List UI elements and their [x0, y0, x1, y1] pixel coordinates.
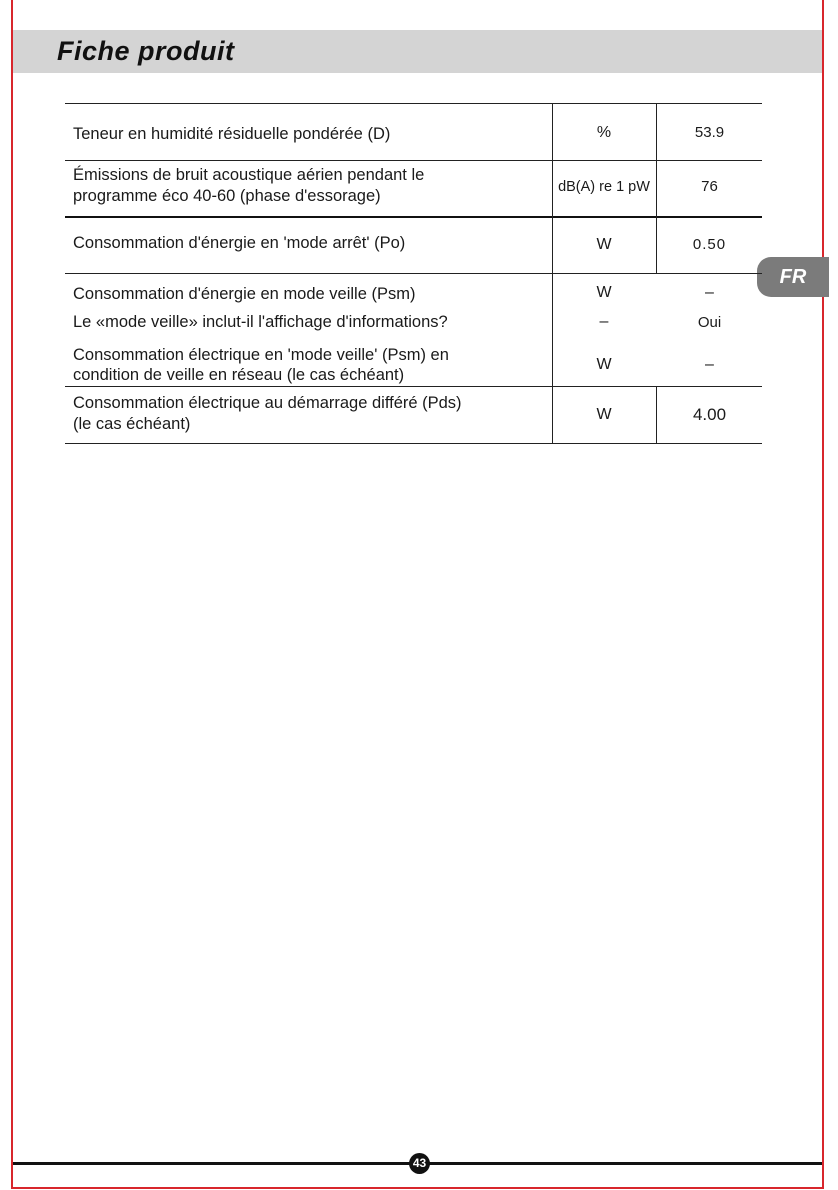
row-label-network-standby-line2: condition de veille en réseau (le cas échéant): [73, 366, 405, 384]
row-unit: dB(A) re 1 pW: [558, 179, 650, 195]
row-label-off-mode: Consommation d'énergie en 'mode arrêt' (Po): [73, 234, 406, 252]
row-unit: W: [596, 236, 612, 253]
table-rule: [65, 273, 762, 274]
row-label-delay-start-line2: (le cas échéant): [73, 415, 191, 433]
table-rule: [65, 103, 762, 104]
row-value: –: [705, 284, 714, 301]
row-value: 53.9: [694, 124, 725, 141]
row-unit: W: [596, 356, 612, 373]
row-label-standby: Consommation d'énergie en mode veille (Psm): [73, 285, 416, 303]
table-rule: [65, 443, 762, 444]
row-label-standby-display: Le «mode veille» inclut-il l'affichage d'informations?: [73, 313, 448, 331]
row-label-network-standby: Consommation électrique en 'mode veille' (Psm) en: [73, 346, 449, 364]
row-value: –: [705, 356, 714, 373]
row-value: Oui: [697, 314, 722, 331]
product-table: [65, 103, 762, 444]
row-label-delay-start: Consommation électrique au démarrage différé (Pds): [73, 394, 462, 412]
row-value: 76: [701, 178, 718, 195]
table-rule: [65, 386, 762, 387]
table-divider: [552, 103, 553, 444]
row-unit: W: [596, 284, 612, 301]
row-value: 0.50: [692, 236, 727, 253]
row-value: 4.00: [692, 405, 727, 424]
row-unit: –: [599, 313, 609, 330]
page-title: Fiche produit: [57, 36, 235, 66]
language-tab: FR: [757, 257, 829, 297]
row-label-noise: Émissions de bruit acoustique aérien pendant le: [73, 166, 425, 184]
row-unit: W: [596, 406, 612, 423]
page-number: 43: [409, 1153, 430, 1174]
row-label-noise-line2: programme éco 40-60 (phase d'essorage): [73, 187, 381, 205]
table-rule: [65, 160, 762, 161]
row-unit: %: [596, 124, 612, 141]
table-rule: [65, 216, 762, 218]
row-label-humidity: Teneur en humidité résiduelle pondérée (D): [73, 125, 391, 143]
